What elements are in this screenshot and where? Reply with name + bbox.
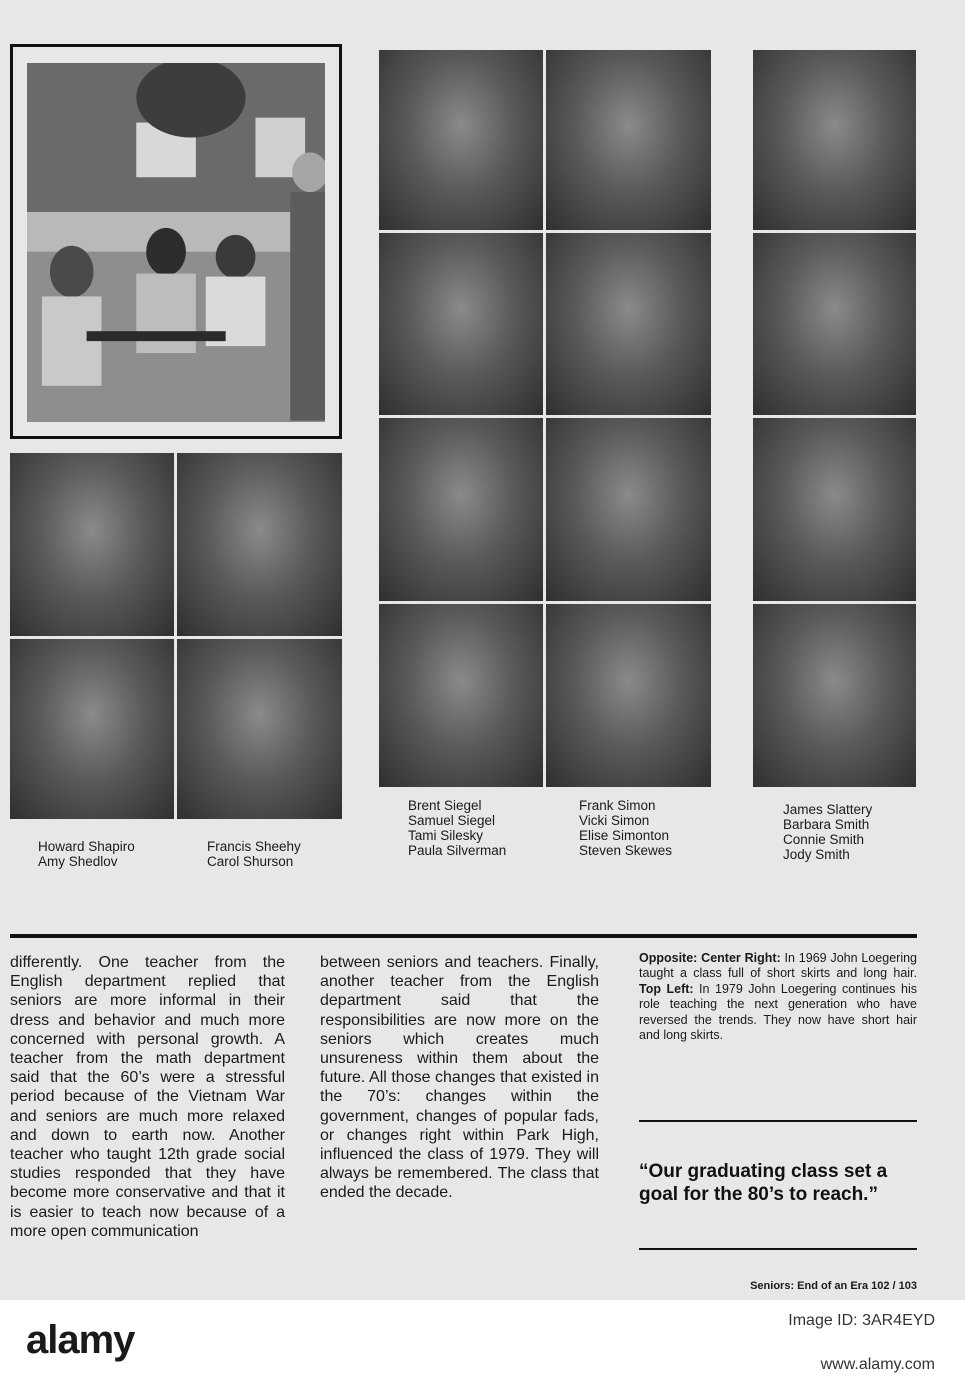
name: Frank Simon bbox=[579, 798, 656, 813]
quote-rule-top bbox=[639, 1120, 917, 1122]
portrait-barbara-smith bbox=[753, 233, 916, 415]
pull-quote: “Our graduating class set a goal for the 80’s to reach.” bbox=[639, 1161, 888, 1205]
article-column-1: differently. One teacher from the English department replied that seniors are more informal in their dress and behavior and much more concerned with personal growth. A teacher from the math department said that the 60’s were a stressful period because of the Vietnam War and seniors are much more relaxed and down to earth now. Another teacher who taught 12th grade social studies responded that they have become more conservative and that it is easier to teach now because of a more open communication bbox=[10, 954, 285, 1240]
alamy-logo: alamy bbox=[26, 1318, 135, 1362]
article-column-2: between seniors and teachers. Finally, another teacher from the English department said that the responsibilities are now more on the seniors which creates much unsureness within them about the future. All those changes that existed in the 70’s: changes within the government, changes of popular fads, or changes right within Park High, influenced the class of 1979. They will always be remembered. The class that ended the decade. bbox=[320, 954, 599, 1202]
name: Tami Silesky bbox=[408, 828, 484, 843]
portrait-tami-silesky bbox=[379, 418, 543, 601]
portrait-frank-simon bbox=[546, 50, 711, 230]
classroom-photo bbox=[10, 44, 342, 439]
name: Samuel Siegel bbox=[408, 813, 496, 828]
name: Carol Shurson bbox=[207, 854, 294, 869]
name: Vicki Simon bbox=[579, 813, 650, 828]
name: Barbara Smith bbox=[783, 817, 870, 832]
photo-caption bbox=[639, 951, 917, 1043]
names-group-4 bbox=[579, 798, 672, 858]
name: Jody Smith bbox=[783, 847, 850, 862]
name: Steven Skewes bbox=[579, 843, 673, 858]
portrait-carol-shurson bbox=[177, 639, 342, 819]
name: Paula Silverman bbox=[408, 843, 507, 858]
names-group-5 bbox=[783, 802, 872, 862]
portrait-vicki-simon bbox=[546, 233, 711, 415]
name: Elise Simonton bbox=[579, 828, 670, 843]
section-divider bbox=[10, 934, 917, 938]
caption-label-2: Top Left: bbox=[639, 981, 694, 996]
portrait-elise-simonton bbox=[546, 418, 711, 601]
names-group-1 bbox=[38, 839, 135, 869]
name: Francis Sheehy bbox=[207, 839, 301, 854]
portrait-james-slattery bbox=[753, 50, 916, 230]
image-id: Image ID: 3AR4EYD bbox=[788, 1312, 935, 1329]
portrait-howard-shapiro bbox=[10, 453, 174, 636]
portrait-connie-smith bbox=[753, 418, 916, 601]
names-group-3 bbox=[408, 798, 506, 858]
quote-rule-bottom bbox=[639, 1248, 917, 1250]
portrait-amy-shedlov bbox=[10, 639, 174, 819]
name: James Slattery bbox=[783, 802, 873, 817]
classroom-scene bbox=[27, 63, 325, 421]
name: Connie Smith bbox=[783, 832, 865, 847]
portrait-brent-siegel bbox=[379, 50, 543, 230]
names-group-2 bbox=[207, 839, 301, 869]
name: Brent Siegel bbox=[408, 798, 482, 813]
portrait-francis-sheehy bbox=[177, 453, 342, 636]
name: Amy Shedlov bbox=[38, 854, 118, 869]
caption-text-2: In 1979 John Loegering continues his role teaching the next generation who have reversed the trends. They now have short hair and long skirts. bbox=[639, 981, 917, 1043]
portrait-samuel-siegel bbox=[379, 233, 543, 415]
portrait-paula-silverman bbox=[379, 604, 543, 787]
page-folio: Seniors: End of an Era 102 / 103 bbox=[750, 1280, 917, 1292]
name: Howard Shapiro bbox=[38, 839, 135, 854]
watermark-url: www.alamy.com bbox=[820, 1356, 935, 1373]
portrait-steven-skewes bbox=[546, 604, 711, 787]
portrait-jody-smith bbox=[753, 604, 916, 787]
caption-text-1: In 1969 John Loegering taught a class full of short skirts and long hair. bbox=[639, 951, 917, 981]
caption-label-1: Opposite: Center Right: bbox=[639, 951, 781, 965]
